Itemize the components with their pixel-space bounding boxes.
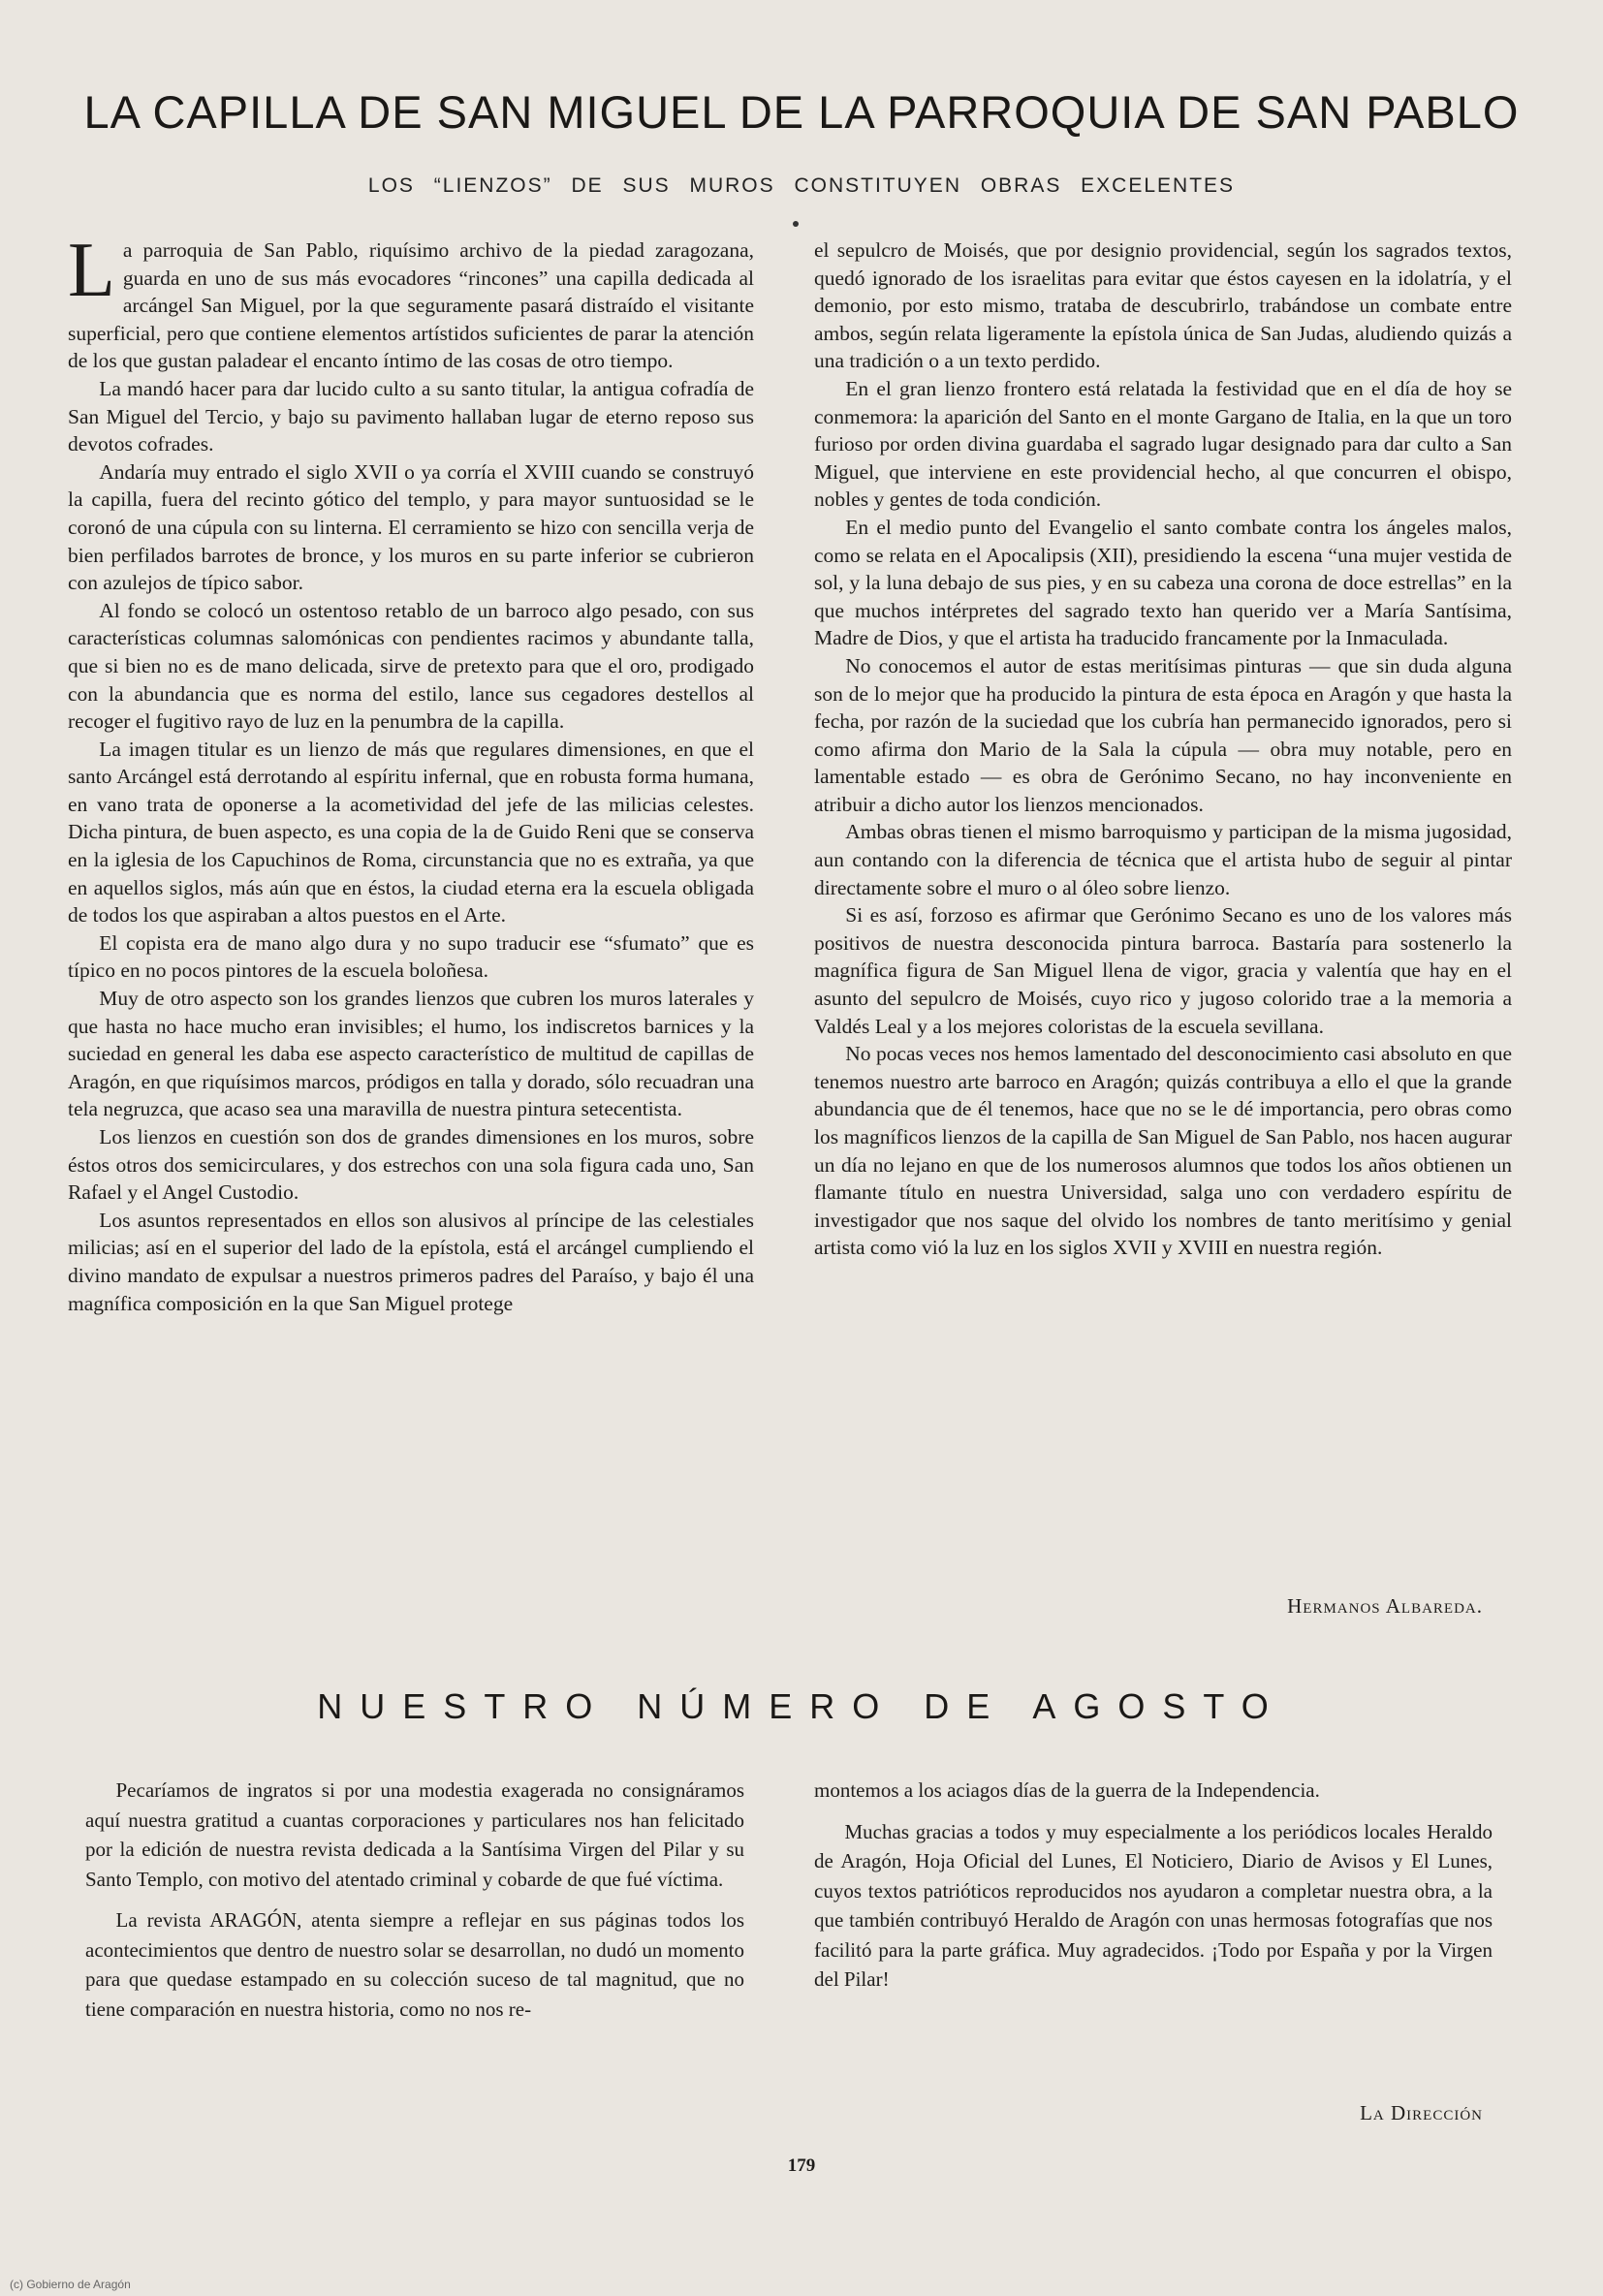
copyright-credit: (c) Gobierno de Aragón [10, 2278, 131, 2291]
article-paragraph: Al fondo se colocó un ostentoso retablo de un barroco algo pesado, con sus características columnas salomónicas con pendientes racimos y abundante talla, que si bien no es de mano delicada, sirve de pretexto para que el oro, prodigado con la abundancia que es norma del estilo, lance sus cegadores destellos al recoger el fugitivo rayo de luz en la penumbra de la capilla. [68, 598, 754, 734]
article-paragraph: El copista era de mano algo dura y no supo traducir ese “sfumato” que es típico en no pocos pintores de la escuela boloñesa. [68, 930, 754, 983]
article-subtitle: LOS “LIENZOS” DE SUS MUROS CONSTITUYEN OBRAS EXCELENTES [367, 174, 1236, 197]
page-number: 179 [787, 2155, 816, 2176]
article-paragraph: Andaría muy entrado el siglo XVII o ya corría el XVIII cuando se construyó la capilla, fuera del recinto gótico del templo, y para mayor suntuosidad se le coronó de una cúpula con su linterna. El cerramiento se hizo con sencilla verja de bien perfilados barrotes de bronce, y los muros en su parte inferior se cubrieron con azulejos de típico sabor. [68, 459, 754, 595]
drop-cap: L [68, 228, 115, 313]
ornament-dot [793, 221, 799, 227]
article-paragraph: En el gran lienzo frontero está relatada la festividad que en el día de hoy se conmemora: la aparición del Santo en el monte Gargano de Italia, en la que un toro furioso por orden divina guardaba el sagrado lugar designado para dar culto a San Miguel, que interviene en este providencial hecho, al que concurren el obispo, nobles y gentes de toda condición. [814, 376, 1512, 512]
article-paragraph: En el medio punto del Evangelio el santo combate contra los ángeles malos, como se relata en el Apocalipsis (XII), presidiendo la escena “una mujer vestida de sol, y la luna debajo de sus pies, y en su cabeza una corona de doce estrellas” en la que muchos intérpretes del sagrado texto han querido ver a María Santísima, Madre de Dios, y que el artista ha traducido francamente por la Inmaculada. [814, 515, 1512, 650]
article-column-left [68, 228, 754, 1622]
article-column-right [814, 236, 1512, 1593]
section-column-left [85, 1776, 744, 2144]
article-paragraph: Muy de otro aspecto son los grandes lienzos que cubren los muros laterales y que hasta no hace mucho eran invisibles; el humo, los indiscretos barnices y la suciedad en general les daba ese aspecto característico de multitud de capillas de Aragón, en que riquísimos marcos, pródigos en talla y dorado, sólo recuadran una tela negruzca, que acaso sea una maravilla de nuestra pintura setecentista. [68, 987, 754, 1121]
article-paragraph: La imagen titular es un lienzo de más que regulares dimensiones, en que el santo Arcángel está derrotando al espíritu infernal, que en robusta forma humana, en vano trata de oponerse a la acometividad del jefe de las milicias celestes. Dicha pintura, de buen aspecto, es una copia de la de Guido Reni que se conserva en la iglesia de los Capuchinos de Roma, circunstancia que no es extraña, ya que en aquellos siglos, más aún que en éstos, la ciudad eterna era la escuela obligada de todos los que aspiraban a altos puestos en el Arte. [68, 737, 754, 928]
section-title: NUESTRO NÚMERO DE AGOSTO [317, 1686, 1286, 1726]
section-paragraph: montemos a los aciagos días de la guerra de la Independencia. [814, 1778, 1320, 1802]
section-paragraph: La revista ARAGÓN, atenta siempre a reflejar en sus páginas todos los acontecimientos que dentro de nuestro solar se desarrollan, no dudó un momento para que quedase estampado en su colección suceso de tal magnitud, que no tiene comparación en nuestra historia, como no nos re- [85, 1908, 744, 2021]
article-signature: Hermanos Albareda. [1287, 1594, 1483, 1618]
article-paragraph: Los asuntos representados en ellos son alusivos al príncipe de las celestiales milicias; así en el superior del lado de la epístola, está el arcángel cumpliendo el divino mandato de expulsar a nuestros primeros padres del Paraíso, y bajo él una magnífica composición en la que San Miguel protege [68, 1208, 754, 1315]
article-paragraph: No pocas veces nos hemos lamentado del desconocimiento casi absoluto en que tenemos nuestro arte barroco en Aragón; quizás contribuya a ello el que la grande abundancia que de él tenemos, hace que no se le dé importancia, pero obras como los magníficos lienzos de la capilla de San Miguel de San Pablo, nos hacen augurar un día no lejano en que de los numerosos alumnos que todos los años obtienen un flamante título en nuestra Universidad, salga uno con verdadero espíritu de investigador que nos saque del olvido los nombres de tanto meritísimo y genial artista como vió la luz en los siglos XVII y XVIII en nuestra región. [814, 1042, 1512, 1260]
article-paragraph: el sepulcro de Moisés, que por designio providencial, según los sagrados textos, quedó ignorado de los israelitas para evitar que éstos cayesen en la idolatría, y el demonio, por esto mismo, trataba de descubrirlo, trabándose un combate entre ambos, según relata ligeramente la epístola única de San Judas, aludiendo quizás a una tradición o a un texto perdido. [814, 238, 1512, 373]
article-paragraph: No conocemos el autor de estas meritísimas pinturas — que sin duda alguna son de lo mejor que ha producido la pintura de esta época en Aragón y que hasta la fecha, por razón de la suciedad que los cubría han permanecido ignorados, pero si como afirma don Mario de la Sala la cúpula — obra muy notable, pero en lamentable estado — es obra de Gerónimo Secano, no hay inconveniente en atribuir a dicho autor los lienzos mencionados. [814, 653, 1512, 816]
section-paragraph: Muchas gracias a todos y muy especialmente a los periódicos locales Heraldo de Aragón, Hoja Oficial del Lunes, El Noticiero, Diario de Avisos y El Lunes, cuyos textos patrióticos reproducidos nos ayudaron a completar nuestra obra, a la que también contribuyó Heraldo de Aragón con unas hermosas fotografías que nos facilitó para la parte gráfica. Muy agradecidos. ¡Todo por España y por la Virgen del Pilar! [814, 1819, 1493, 1991]
article-paragraph: Ambas obras tienen el mismo barroquismo y participan de la misma jugosidad, aun contando con la diferencia de técnica que el artista hubo de seguir al pintar directamente sobre el muro o al óleo sobre lienzo. [814, 820, 1512, 899]
section-column-right [814, 1776, 1493, 2124]
article-paragraph: Los lienzos en cuestión son dos de grandes dimensiones en los muros, sobre éstos otros dos semicirculares, y dos estrechos con una sola figura cada uno, San Rafael y el Angel Custodio. [68, 1125, 754, 1205]
article-paragraph: La parroquia de San Pablo, riquísimo archivo de la piedad zaragozana, guarda en uno de sus más evocadores “rincones” una capilla dedicada al arcángel San Miguel, por la que seguramente pasará distraído el visitante superficial, pero que contiene elementos artístidos suficientes de parar la atención de los que gustan paladear el encanto íntimo de las cosas de otro tiempo. [68, 228, 754, 373]
article-paragraph: La mandó hacer para dar lucido culto a su santo titular, la antigua cofradía de San Miguel del Tercio, y bajo su pavimento hallaban lugar de eterno reposo sus devotos cofrades. [68, 376, 754, 456]
article-title: LA CAPILLA DE SAN MIGUEL DE LA PARROQUIA DE SAN PABLO [83, 86, 1520, 138]
section-paragraph: Pecaríamos de ingratos si por una modestia exagerada no consignáramos aquí nuestra gratitud a cuantas corporaciones y particulares nos han felicitado por la edición de nuestra revista dedicada a la Santísima Virgen del Pilar y su Santo Templo, con motivo del atentado criminal y cobarde de que fué víctima. [85, 1778, 744, 1891]
article-paragraph: Si es así, forzoso es afirmar que Gerónimo Secano es uno de los valores más positivos de nuestra desconocida pintura barroca. Bastaría para sostenerlo la magnífica figura de San Miguel llena de vigor, gracia y valentía que hay en el asunto del sepulcro de Moisés, cuyo rico y jugoso colorido trae a la memoria a Valdés Leal y a los mejores coloristas de la escuela sevillana. [814, 903, 1512, 1038]
section-signature: La Dirección [1360, 2101, 1483, 2124]
